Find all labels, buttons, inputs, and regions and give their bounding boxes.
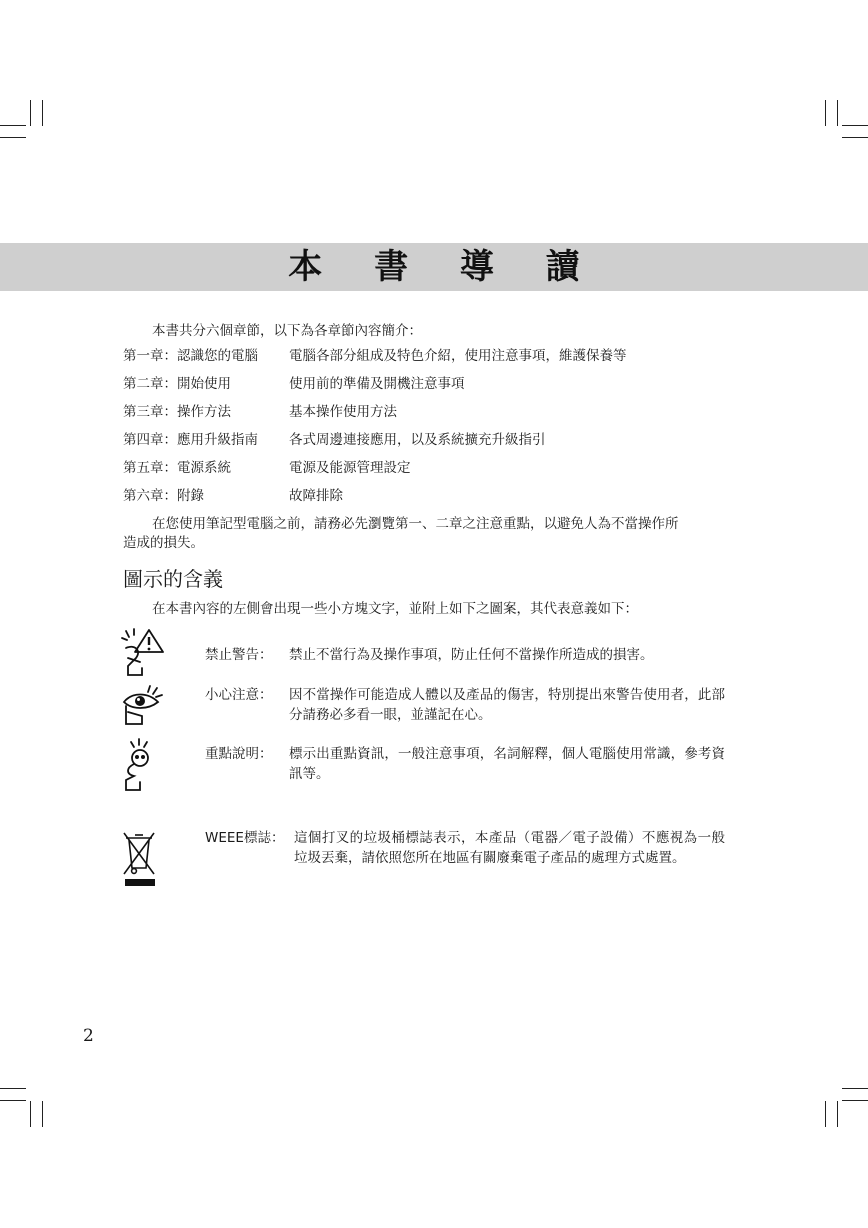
- chapter-label: 第四章：應用升級指南: [123, 432, 258, 448]
- crop-mark: [842, 137, 868, 138]
- crop-mark: [42, 1101, 43, 1127]
- chapter-label: 第二章：開始使用: [123, 376, 231, 392]
- section-title: 圖示的含義: [123, 567, 223, 591]
- crop-mark: [0, 125, 26, 126]
- chapter-desc: 基本操作使用方法: [289, 404, 397, 420]
- crop-mark: [837, 1101, 838, 1127]
- crop-mark: [42, 100, 43, 126]
- page-title: 本 書 導 讀: [288, 247, 600, 287]
- crop-mark: [842, 1100, 868, 1101]
- crop-mark: [30, 100, 31, 126]
- eye-caution-icon: [120, 684, 166, 726]
- crop-mark: [0, 137, 26, 138]
- chapter-desc: 電源及能源管理設定: [289, 460, 411, 476]
- notice-line-1: 在您使用筆記型電腦之前，請務必先瀏覽第一、二章之注意重點，以避免人為不當操作所: [152, 516, 679, 532]
- crop-mark: [842, 125, 868, 126]
- crop-mark: [825, 100, 826, 126]
- icon-label: WEEE標誌：: [205, 830, 285, 846]
- icon-label: 小心注意：: [205, 687, 273, 703]
- key-point-icon: [120, 738, 160, 792]
- chapter-label: 第一章：認識您的電腦: [123, 348, 258, 364]
- chapter-desc: 電腦各部分組成及特色介紹，使用注意事項，維護保養等: [289, 348, 627, 364]
- icon-label: 重點說明：: [205, 746, 273, 762]
- crop-mark: [0, 1088, 26, 1089]
- notice-line-2: 造成的損失。: [123, 535, 204, 551]
- chapter-label: 第六章：附錄: [123, 488, 204, 504]
- icon-description: 禁止不當行為及操作事項，防止任何不當操作所造成的損害。: [289, 647, 654, 663]
- chapter-desc: 使用前的準備及開機注意事項: [289, 376, 465, 392]
- page-number: 2: [83, 1026, 94, 1046]
- chapter-desc: 各式周邊連接應用，以及系統擴充升級指引: [289, 432, 546, 448]
- crop-mark: [30, 1101, 31, 1127]
- warning-triangle-icon: [120, 628, 166, 678]
- icon-description: 這個打叉的垃圾桶標誌表示，本產品（電器／電子設備）不應視為一般垃圾丟棄，請依照您所在地區有關廢棄電子產品的處理方式處置。: [294, 830, 725, 866]
- crop-mark: [842, 1088, 868, 1089]
- icon-label: 禁止警告：: [205, 647, 273, 663]
- crop-mark: [825, 1101, 826, 1127]
- chapter-desc: 故障排除: [289, 488, 343, 504]
- icon-description: 因不當操作可能造成人體以及產品的傷害，特別提出來警告使用者，此部分請務必多看一眼，並謹記在心。: [289, 687, 725, 723]
- chapter-label: 第三章：操作方法: [123, 404, 231, 420]
- crop-mark: [0, 1100, 26, 1101]
- crop-mark: [837, 100, 838, 126]
- intro-text: 本書共分六個章節，以下為各章節內容簡介：: [152, 323, 422, 339]
- chapter-label: 第五章：電源系統: [123, 460, 231, 476]
- section-intro: 在本書內容的左側會出現一些小方塊文字，並附上如下之圖案，其代表意義如下：: [152, 601, 638, 617]
- icon-description: 標示出重點資訊，一般注意事項，名詞解釋，個人電腦使用常識，參考資訊等。: [289, 746, 725, 782]
- weee-bin-icon: [122, 830, 158, 888]
